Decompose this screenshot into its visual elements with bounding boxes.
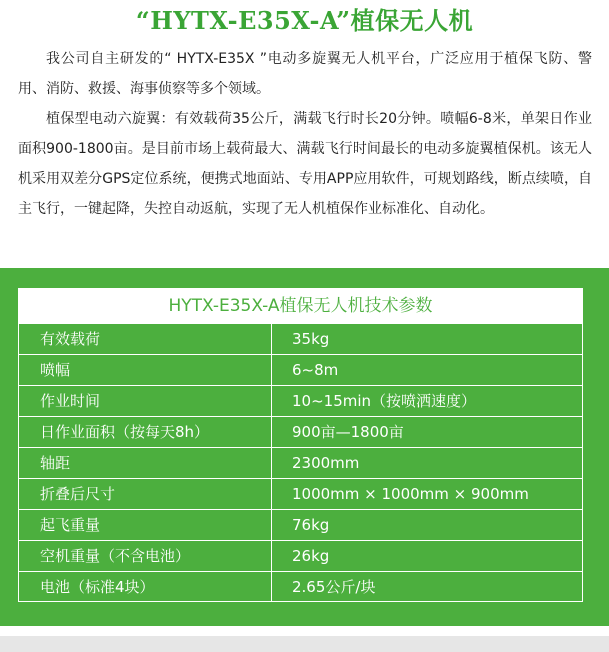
row-value: 6~8m xyxy=(292,361,339,379)
table-row xyxy=(19,354,582,385)
table-row xyxy=(19,478,582,509)
row-label: 轴距 xyxy=(19,448,272,478)
row-label: 作业时间 xyxy=(19,386,272,416)
page-title: “HYTX-E35X-A”植保无人机 xyxy=(135,6,474,35)
row-value: 35kg xyxy=(292,330,330,348)
intro-text xyxy=(18,44,592,224)
table-row xyxy=(19,323,582,354)
row-label: 起飞重量 xyxy=(19,510,272,540)
intro-paragraph-2: 植保型电动六旋翼：有效载荷35公斤，满载飞行时长20分钟。喷幅6-8米，单架日作业面积900-1800亩。是目前市场上载荷最大、满载飞行时间最长的电动多旋翼植保机。该无人机采用双差分GPS定位系统，便携式地面站、专用APP应用软件，可规划路线，断点续喷，自主飞行，一键起降，失控自动返航，实现了无人机植保作业标准化、自动化。 xyxy=(18,111,592,217)
spec-table xyxy=(18,288,583,602)
intro-paragraph-1: 我公司自主研发的“ HYTX-E35X ”电动多旋翼无人机平台，广泛应用于植保飞防、警用、消防、救援、海事侦察等多个领域。 xyxy=(18,51,592,97)
row-value: 26kg xyxy=(292,547,330,565)
row-label: 有效载荷 xyxy=(19,324,272,354)
row-value: 1000mm × 1000mm × 900mm xyxy=(292,485,529,503)
row-value: 2.65公斤/块 xyxy=(292,578,376,596)
row-label: 喷幅 xyxy=(19,355,272,385)
table-row xyxy=(19,509,582,540)
row-label: 电池（标准4块） xyxy=(19,572,272,602)
spec-table-header: HYTX-E35X-A植保无人机技术参数 xyxy=(19,289,582,323)
row-value: 2300mm xyxy=(292,454,360,472)
table-row xyxy=(19,447,582,478)
table-row xyxy=(19,416,582,447)
table-row xyxy=(19,571,582,602)
row-label: 折叠后尺寸 xyxy=(19,479,272,509)
row-label: 日作业面积（按每天8h） xyxy=(19,417,272,447)
row-value: 900亩—1800亩 xyxy=(292,423,404,441)
footer-divider-band xyxy=(0,636,609,652)
table-row xyxy=(19,540,582,571)
row-value: 76kg xyxy=(292,516,330,534)
row-value: 10~15min（按喷洒速度） xyxy=(292,392,477,410)
table-row xyxy=(19,385,582,416)
row-label: 空机重量（不含电池） xyxy=(19,541,272,571)
